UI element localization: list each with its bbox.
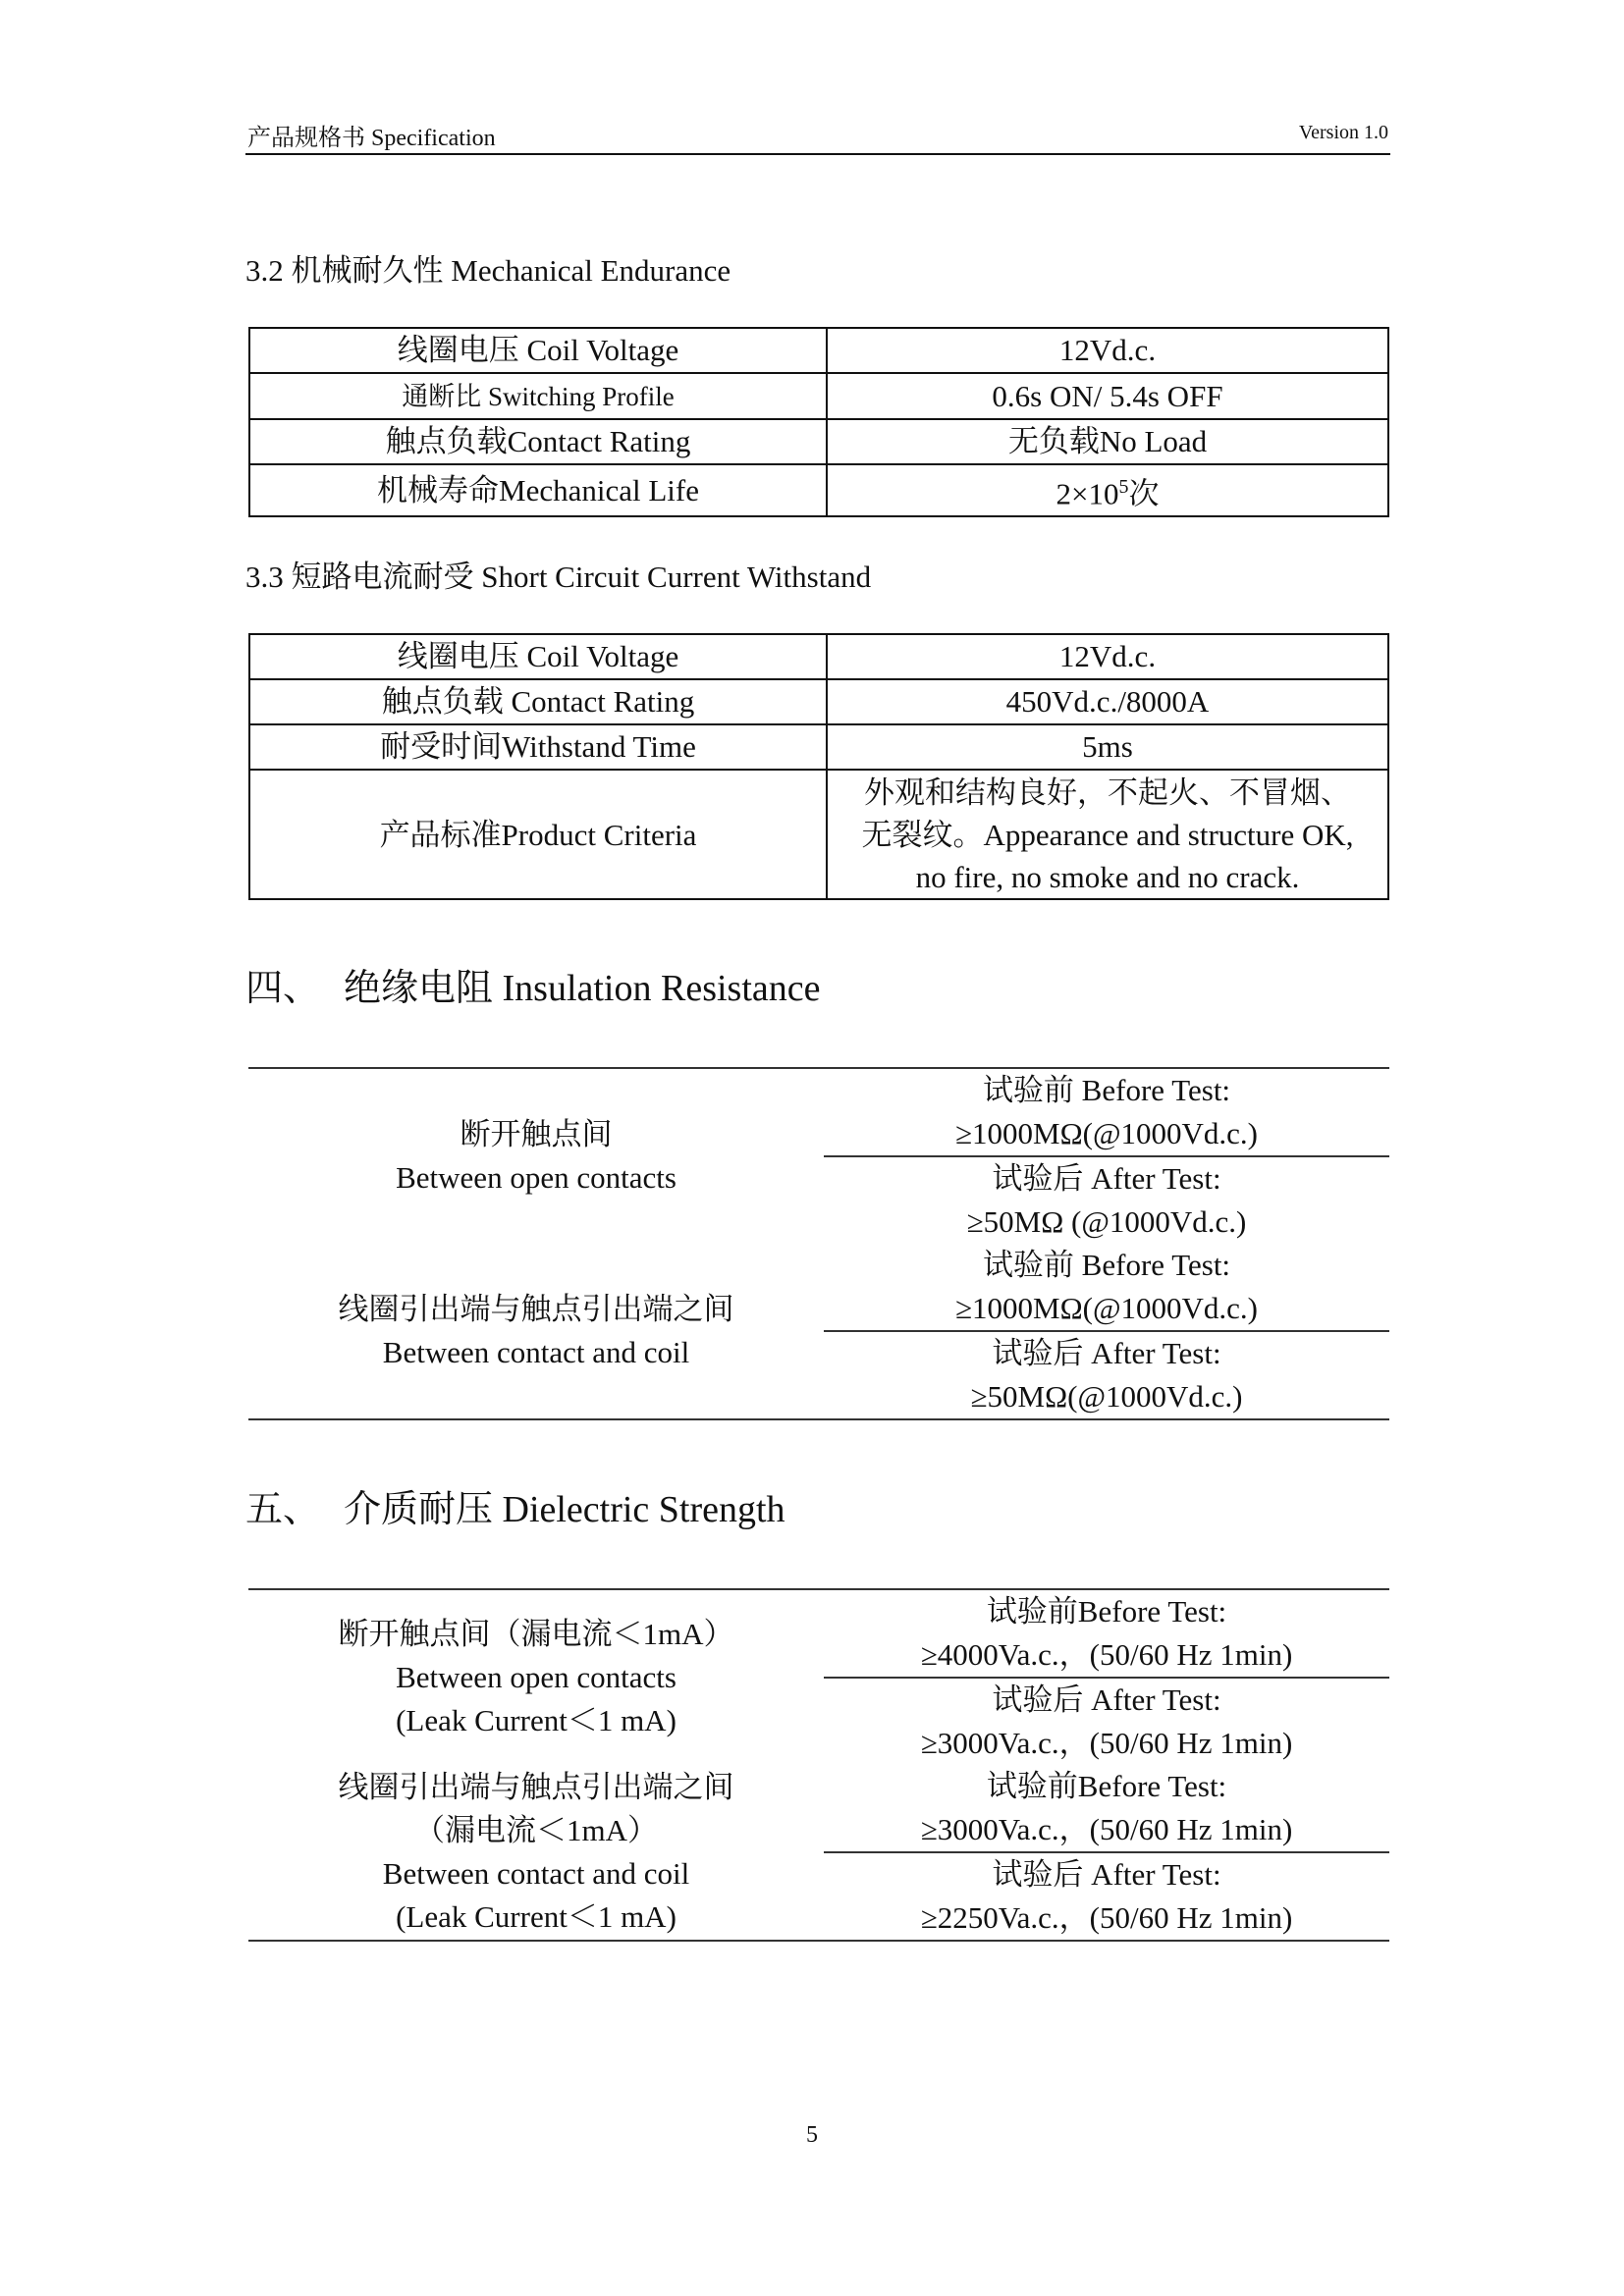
table-row	[249, 419, 1388, 464]
after-test-value: ≥3000Va.c.，(50/60 Hz 1min)	[920, 1726, 1293, 1760]
row-value: 0.6s ON/ 5.4s OFF	[827, 373, 1388, 419]
row-label: 线圈电压 Coil Voltage	[249, 328, 827, 373]
chapter-4-heading	[245, 957, 820, 1011]
before-test-value: ≥1000MΩ(@1000Vd.c.)	[955, 1116, 1258, 1150]
before-test-cell	[824, 1589, 1389, 1678]
before-test-value: ≥1000MΩ(@1000Vd.c.)	[955, 1291, 1258, 1325]
before-test-value: ≥3000Va.c.，(50/60 Hz 1min)	[920, 1812, 1293, 1846]
table-row	[249, 770, 1388, 899]
before-test-cell	[824, 1244, 1389, 1331]
table-row	[249, 724, 1388, 770]
label-line: 线圈引出端与触点引出端之间	[338, 1770, 734, 1804]
after-test-label: 试验后 After Test:	[992, 1682, 1221, 1717]
mechanical-endurance-table	[248, 327, 1389, 517]
label-line: 断开触点间（漏电流＜1mA）	[338, 1617, 734, 1651]
row-value: 450Vd.c./8000A	[827, 679, 1388, 724]
chapter-title: 绝缘电阻 Insulation Resistance	[344, 968, 821, 1009]
after-test-cell	[824, 1156, 1389, 1244]
table-row	[249, 464, 1388, 516]
section-3-3-heading: 3.3 短路电流耐受 Short Circuit Current Withstand	[245, 560, 872, 594]
row-label	[248, 1068, 824, 1244]
criteria-line: 外观和结构良好，不起火、不冒烟、	[864, 774, 1351, 810]
table-row	[249, 634, 1388, 679]
criteria-line: 无裂纹。Appearance and structure OK,	[861, 817, 1354, 852]
document-version: Version 1.0	[1298, 122, 1388, 143]
table-row	[248, 1244, 1389, 1331]
table-row	[248, 1765, 1389, 1852]
row-label	[248, 1589, 824, 1765]
table-row	[249, 679, 1388, 724]
row-value: 12Vd.c.	[827, 328, 1388, 373]
table-row	[249, 328, 1388, 373]
section-3-2-heading: 3.2 机械耐久性 Mechanical Endurance	[245, 253, 731, 288]
row-value	[827, 770, 1388, 899]
chapter-title: 介质耐压 Dielectric Strength	[344, 1489, 785, 1530]
row-label: 产品标准Product Criteria	[249, 770, 827, 899]
after-test-cell	[824, 1678, 1389, 1765]
label-line: (Leak Current＜1 mA)	[396, 1899, 677, 1934]
label-line: 线圈引出端与触点引出端之间	[338, 1292, 734, 1326]
before-test-cell	[824, 1765, 1389, 1852]
row-value: 5ms	[827, 724, 1388, 770]
row-label	[249, 373, 827, 419]
label-line: （漏电流＜1mA）	[414, 1813, 658, 1847]
after-test-label: 试验后 After Test:	[992, 1336, 1221, 1370]
row-label: 耐受时间Withstand Time	[249, 724, 827, 770]
dielectric-strength-table	[248, 1588, 1389, 1942]
row-value: 无负载No Load	[827, 419, 1388, 464]
before-test-label: 试验前Before Test:	[986, 1594, 1227, 1629]
document-title: 产品规格书 Specification	[247, 126, 496, 151]
after-test-value: ≥2250Va.c.，(50/60 Hz 1min)	[920, 1900, 1293, 1935]
short-circuit-table	[248, 633, 1389, 900]
row-label: 线圈电压 Coil Voltage	[249, 634, 827, 679]
row-value	[827, 464, 1388, 516]
row-label	[248, 1244, 824, 1419]
row-value: 12Vd.c.	[827, 634, 1388, 679]
label-line: (Leak Current＜1 mA)	[396, 1703, 677, 1737]
after-test-label: 试验后 After Test:	[992, 1857, 1221, 1892]
chapter-number: 四、	[245, 968, 321, 1009]
table-row	[248, 1068, 1389, 1156]
value-base: 2×10	[1056, 476, 1119, 511]
label-line: Between open contacts	[396, 1660, 677, 1694]
criteria-line: no fire, no smoke and no crack.	[915, 859, 1300, 894]
after-test-cell	[824, 1852, 1389, 1941]
after-test-value: ≥50MΩ(@1000Vd.c.)	[970, 1379, 1243, 1414]
before-test-label: 试验前 Before Test:	[982, 1073, 1231, 1107]
table-row	[249, 373, 1388, 419]
label-line: Between contact and coil	[382, 1856, 690, 1891]
label-line: Between contact and coil	[382, 1335, 690, 1369]
before-test-label: 试验前 Before Test:	[982, 1248, 1231, 1282]
after-test-cell	[824, 1331, 1389, 1419]
insulation-resistance-table	[248, 1067, 1389, 1420]
page-header	[245, 116, 1390, 155]
row-label	[248, 1765, 824, 1941]
chapter-number: 五、	[245, 1489, 321, 1530]
label-cn: 通断比 Switching Profile	[402, 382, 675, 411]
chapter-5-heading	[245, 1478, 785, 1532]
row-label: 触点负载 Contact Rating	[249, 679, 827, 724]
table-row	[248, 1589, 1389, 1678]
after-test-label: 试验后 After Test:	[992, 1161, 1221, 1196]
label-line: Between open contacts	[396, 1160, 677, 1195]
before-test-cell	[824, 1068, 1389, 1156]
row-label: 触点负载Contact Rating	[249, 419, 827, 464]
after-test-value: ≥50MΩ (@1000Vd.c.)	[966, 1204, 1247, 1239]
page-number: 5	[806, 2122, 818, 2148]
value-suffix: 次	[1128, 476, 1160, 511]
row-label: 机械寿命Mechanical Life	[249, 464, 827, 516]
label-line: 断开触点间	[460, 1117, 613, 1151]
before-test-value: ≥4000Va.c.，(50/60 Hz 1min)	[920, 1637, 1293, 1672]
value-exponent: 5	[1118, 476, 1129, 498]
before-test-label: 试验前Before Test:	[986, 1769, 1227, 1803]
